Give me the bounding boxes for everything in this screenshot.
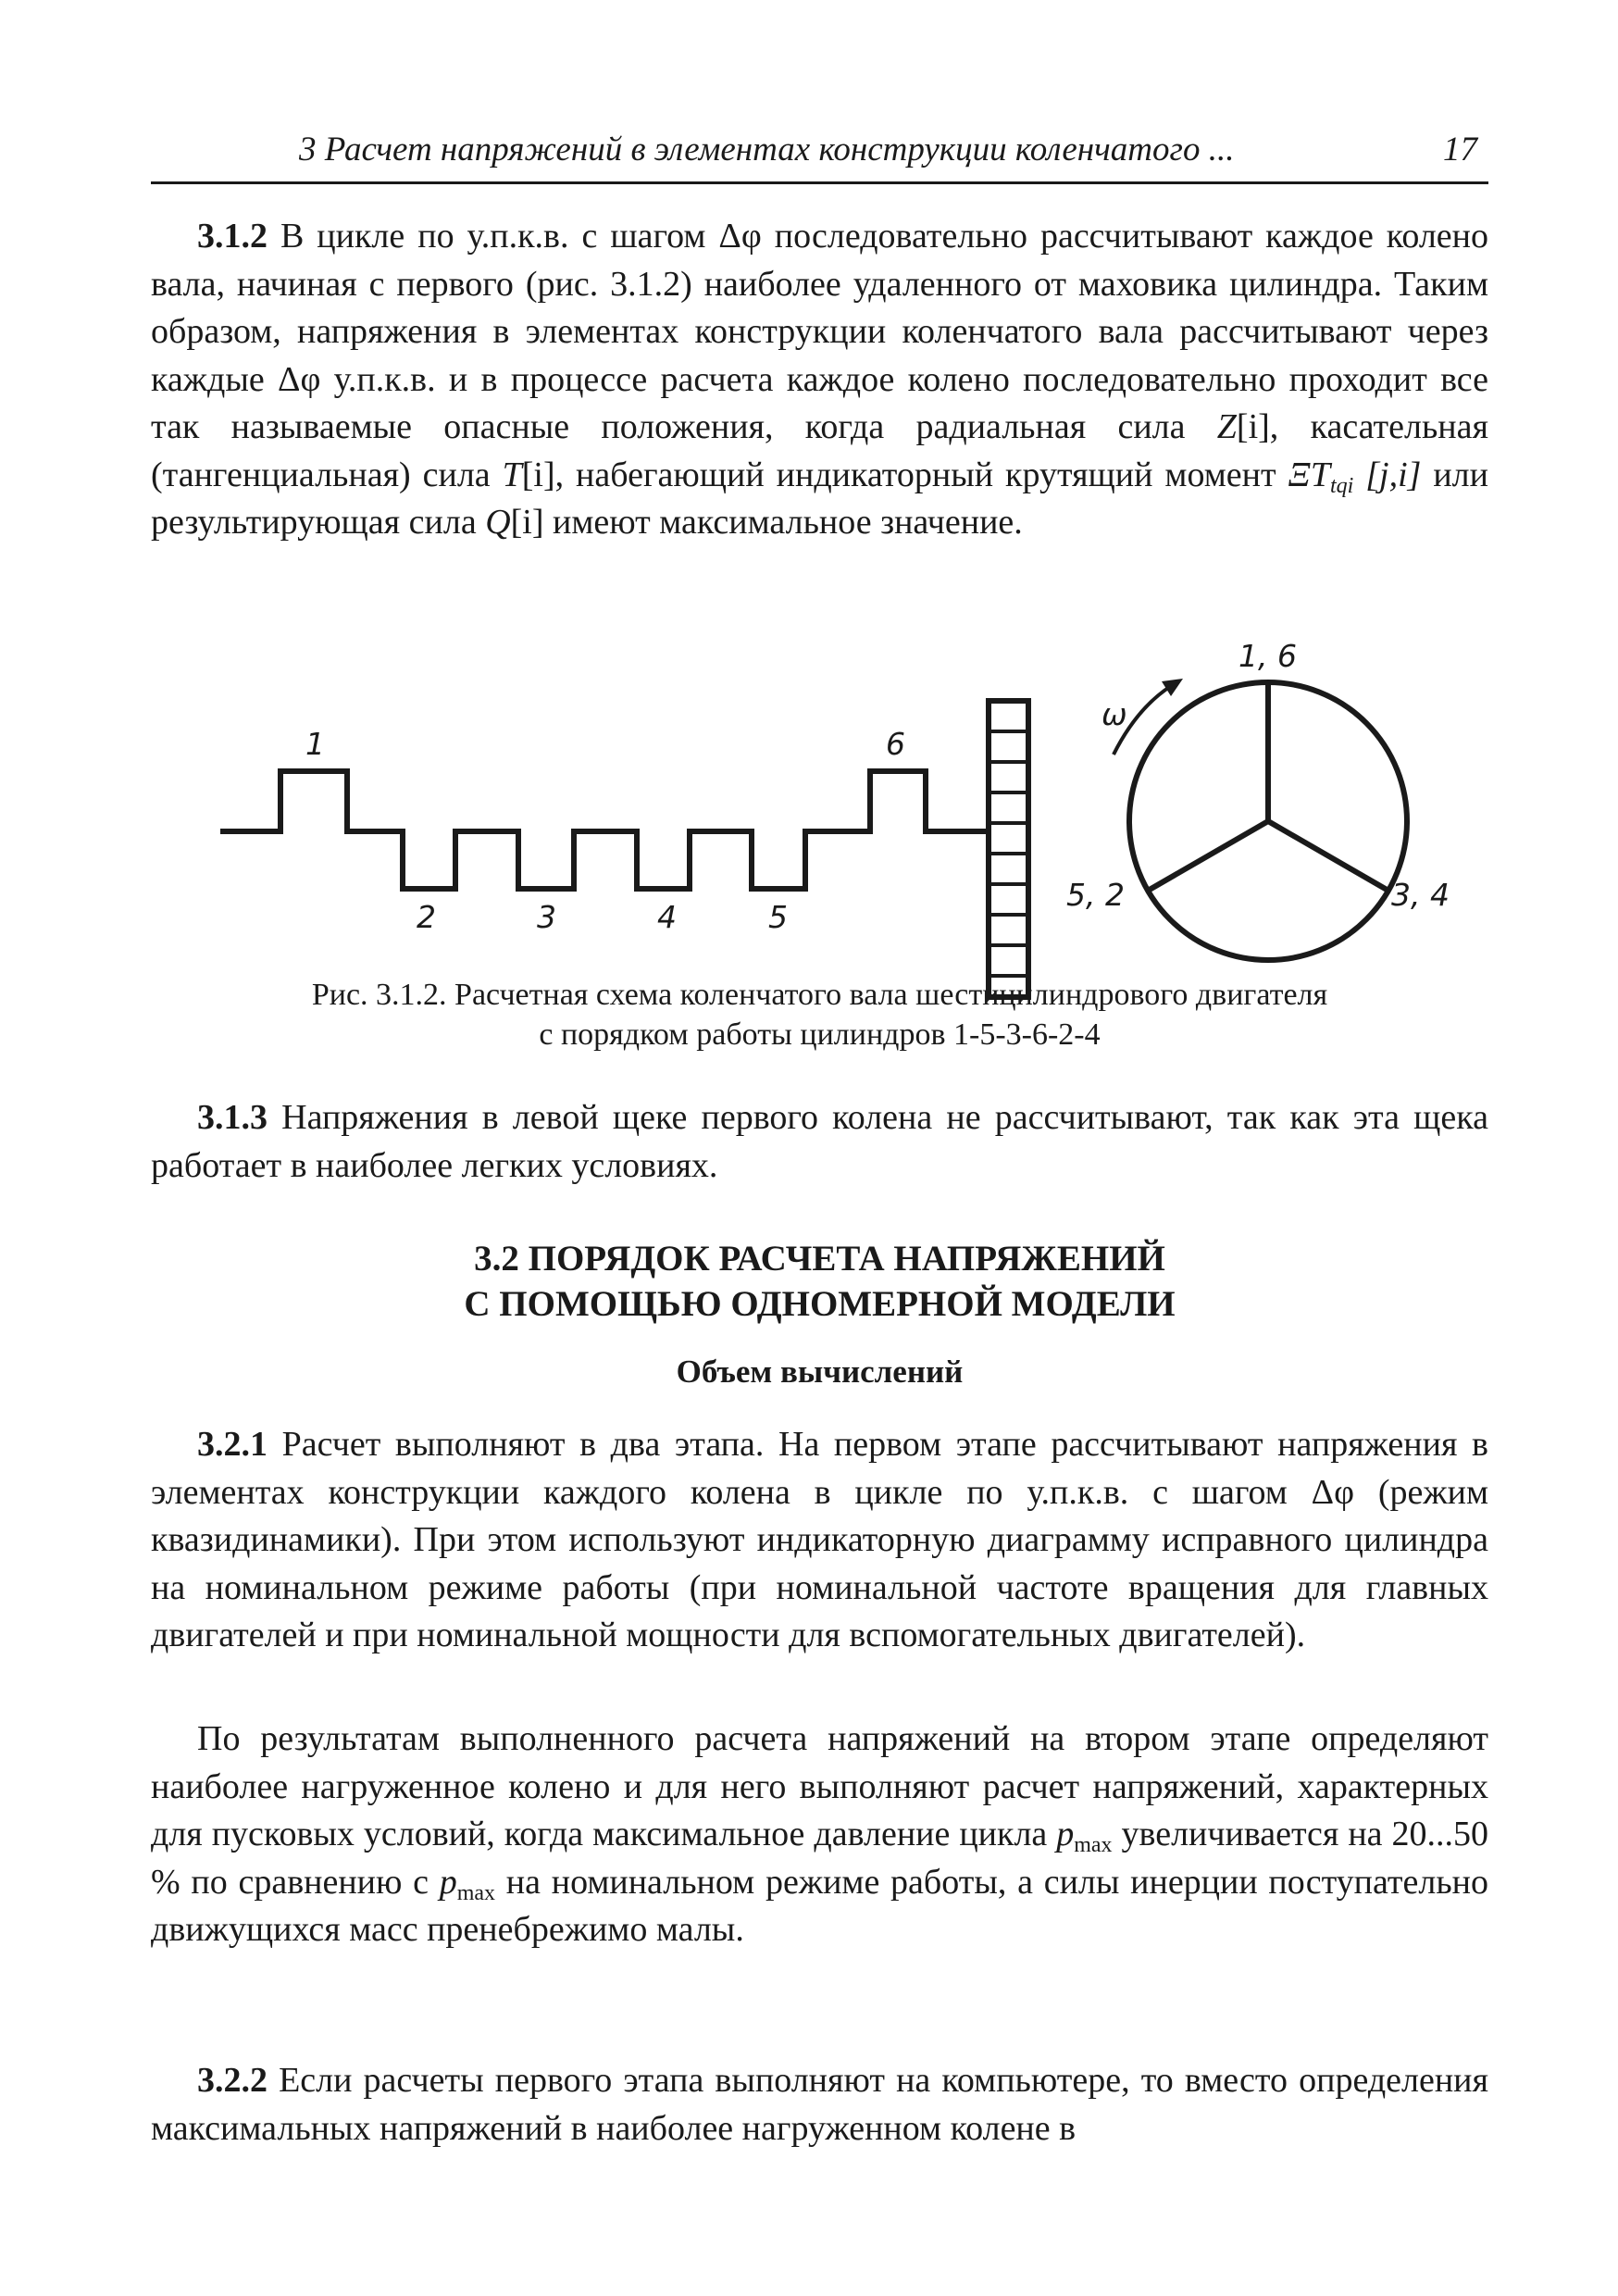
symbol-p: p [1056,1815,1075,1853]
symbol-q: Q [485,503,511,542]
symbol-t: T [502,455,522,494]
figure-caption [151,975,1488,1054]
crank-label-1: 1 [305,726,325,762]
running-title: 3 Расчет напряжений в элементах конструкции коленчатого ... [299,131,1235,168]
paragraph-3-1-2 [151,213,1488,547]
text: В цикле по у.п.к.в. с шагом Δφ последовательно рассчитывают каждое колено вала, начиная с первого (рис. 3.1.2) наиболее удаленного от маховика цилиндра. Таким образом, напряжения в элементах конструкции коленчатого вала рассчитывают через каждые Δφ у.п.к.в. и в процессе расчета каждое колено последовательно проходит все так называемые опасные положения, когда радиальная сила [151,217,1488,446]
text: увеличивается на 20...50 % по сравнению с [151,1815,1488,1902]
page-number: 17 [1443,131,1477,168]
crank-label-6: 6 [886,726,905,762]
caption-line-2: с порядком работы цилиндров 1-5-3-6-2-4 [539,1017,1101,1052]
symbol-xi-args: [j,i] [1353,455,1422,494]
text: Если расчеты первого этапа выполняют на компьютере, то вместо определения максимальных напряжений в наиболее нагруженном колене в [151,2061,1488,2148]
symbol-z: Z [1216,407,1237,446]
section-heading-line-1: 3.2 ПОРЯДОК РАСЧЕТА НАПРЯЖЕНИЙ [474,1239,1165,1279]
text: Напряжения в левой щеке первого колена не рассчитывают, так как эта щека работает в наиболее легких условиях. [151,1098,1488,1185]
crank-label-5: 5 [768,899,788,935]
symbol-z-index: [i] [1236,407,1270,446]
text: По результатам выполненного расчета напряжений на втором этапе определяют наиболее нагруженное колено и для него выполняют расчет напряжений, характерных для пусковых условий, когда максимальное давление цикла [151,1719,1488,1853]
text: Расчет выполняют в два этапа. На первом этапе рассчитывают напряжения в элементах конструкции каждого колена в цикле по у.п.к.в. с шагом Δφ (режим квазидинамики). При этом используют индикаторную диаграмму исправного цилиндра на номинальном режиме работы (при номинальной частоте вращения для главных двигателей и при номинальной мощности для вспомогательных двигателей). [151,1425,1488,1654]
text: или результирующая сила [151,455,1488,542]
page-header [151,126,1488,184]
star-label-1-6: 1, 6 [1238,643,1297,674]
clause-number: 3.2.2 [197,2061,268,2100]
symbol-p: p [439,1862,457,1902]
caption-line-1: Рис. 3.1.2. Расчетная схема коленчатого вала шестицилиндрового двигателя [311,978,1328,1012]
clause-number: 3.2.1 [197,1425,268,1464]
section-heading [151,1236,1488,1327]
subheading: Объем вычислений [676,1354,964,1390]
symbol-p-subscript: max [456,1880,496,1905]
paragraph-3-2-2 [151,2057,1488,2152]
symbol-p-subscript: max [1074,1833,1113,1857]
clause-number: 3.1.3 [197,1098,268,1137]
flywheel [989,701,1028,997]
section-heading-line-2: С ПОМОЩЬЮ ОДНОМЕРНОЙ МОДЕЛИ [464,1284,1176,1324]
text: имеют максимальное значение. [543,503,1023,542]
symbol-xi-subscript: tqi [1329,473,1354,498]
paragraph-3-1-3 [151,1094,1488,1190]
star-label-5-2: 5, 2 [1066,877,1125,913]
paragraph-3-2-1-continued [151,1716,1488,1954]
crankshaft-line [220,771,989,889]
omega-label: ω [1101,696,1127,732]
text: на номинальном режиме работы, а силы инерции поступательно движущихся масс пренебрежимо малы. [151,1862,1489,1949]
rotation-arrowhead-icon [1162,679,1183,696]
crank-label-3: 3 [537,899,556,935]
star-label-3-4: 3, 4 [1391,877,1450,913]
text: , набегающий индикаторный крутящий момент [554,455,1288,494]
symbol-q-index: [i] [510,503,544,542]
text: , касательная (тангенциальная) сила [151,407,1488,494]
clause-number: 3.1.2 [197,217,268,256]
crank-label-4: 4 [657,899,677,935]
symbol-t-index: [i] [521,455,555,494]
crank-label-2: 2 [417,899,436,935]
paragraph-3-2-1 [151,1421,1488,1660]
symbol-xi-t: ΞT [1288,455,1330,494]
